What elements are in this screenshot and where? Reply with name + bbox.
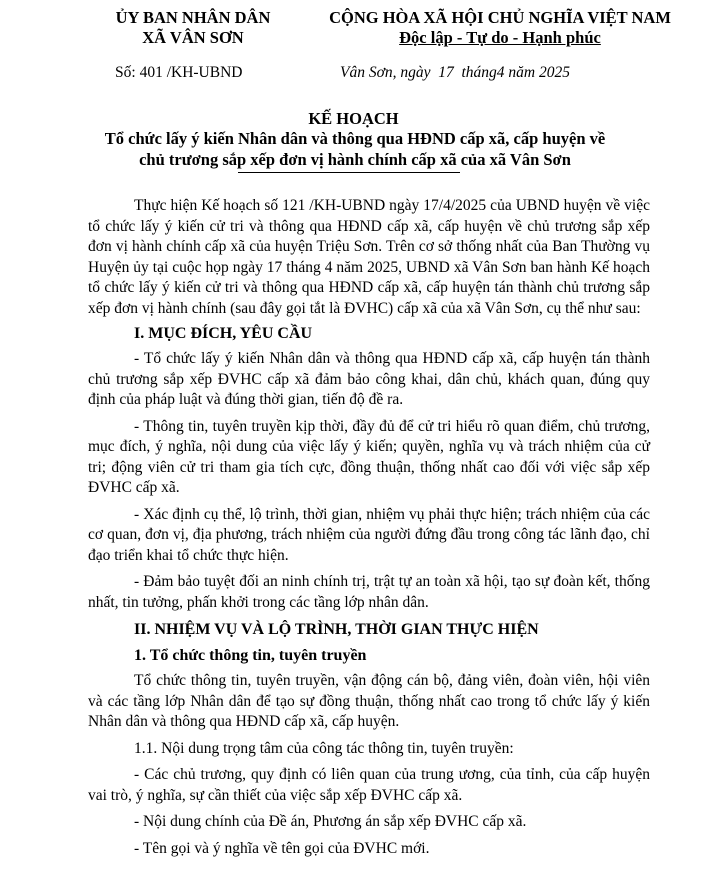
section-1-item: - Xác định cụ thể, lộ trình, thời gian, nhiệm vụ phải thực hiện; trách nhiệm của các cơ quan, đơn vị, địa phương, trách nhiệm của người đứng đầu trong công tác lãnh đạo, chỉ đạo triển khai tổ chức thực hiện. xyxy=(88,505,650,564)
doc-number-value: 401 xyxy=(139,64,163,81)
subsection-1-heading: 1. Tổ chức thông tin, tuyên truyền xyxy=(134,647,367,664)
document-number xyxy=(115,64,242,82)
doc-code: /KH-UBND xyxy=(166,64,243,81)
authority-name: ỦY BAN NHÂN DÂN xyxy=(115,8,271,27)
issue-date: Vân Sơn, ngày 17 tháng4 năm 2025 xyxy=(340,64,570,81)
section-1-item: - Đảm bảo tuyệt đối an ninh chính trị, trật tự an toàn xã hội, tạo sự đoàn kết, thống nhất, tin tưởng, phấn khởi trong các tầng lớp nhân dân. xyxy=(88,573,650,611)
country-name: CỘNG HÒA XÃ HỘI CHỦ NGHĨA VIỆT NAM xyxy=(329,8,671,27)
title-divider xyxy=(238,172,460,173)
document-title: KẾ HOẠCH xyxy=(308,109,399,128)
commune-name: XÃ VÂN SƠN xyxy=(142,28,244,47)
section-1-heading: I. MỤC ĐÍCH, YÊU CẦU xyxy=(134,325,313,342)
document-body xyxy=(88,196,650,859)
item-1-1-bullet: - Nội dung chính của Đề án, Phương án sắp xếp ĐVHC cấp xã. xyxy=(134,813,527,830)
issuing-authority xyxy=(88,8,298,48)
doc-number-label: Số: xyxy=(115,64,136,81)
item-1-1-bullet: - Tên gọi và ý nghĩa về tên gọi của ĐVHC mới. xyxy=(134,839,430,857)
document-subtitle: Tổ chức lấy ý kiến Nhân dân và thông qua HĐND cấp xã, cấp huyện về chủ trương sắp xếp đơn vị hành chính cấp xã của xã Vân Sơn xyxy=(104,129,606,169)
section-1-item: - Tổ chức lấy ý kiến Nhân dân và thông qua HĐND cấp xã, cấp huyện tán thành chủ trương sắp xếp ĐVHC cấp xã đảm bảo công khai, dân chủ, khách quan, đúng quy định của pháp luật và đúng thời gian, tiến độ đề ra. xyxy=(88,350,650,408)
section-1-item: - Thông tin, tuyên truyền kịp thời, đầy đủ để cử tri hiểu rõ quan điểm, chủ trương, mục đích, ý nghĩa, nội dung của việc lấy ý kiến; quyền, nghĩa vụ và trách nhiệm của cử tri; động viên cử tri tham gia tích cực, đồng thuận, thống nhất cao đối với việc sắp xếp ĐVHC cấp xã. xyxy=(88,417,650,496)
national-header xyxy=(290,8,707,48)
section-2-heading: II. NHIỆM VỤ VÀ LỘ TRÌNH, THỜI GIAN THỰC HIỆN xyxy=(134,621,539,638)
item-1-1: 1.1. Nội dung trọng tâm của công tác thông tin, tuyên truyền: xyxy=(134,739,514,757)
intro-paragraph: Thực hiện Kế hoạch số 121 /KH-UBND ngày 17/4/2025 của UBND huyện về việc tổ chức lấy ý kiến cử tri và thông qua HĐND cấp xã, cấp huyện về chủ trương sắp xếp đơn vị hành chính cấp xã của huyện Triệu Sơn. Trên cơ sở thống nhất của Ban Thường vụ Huyện ủy tại cuộc họp ngày 17 tháng 4 năm 2025, UBND xã Vân Sơn ban hành Kế hoạch tổ chức lấy ý kiến cử tri và thông qua HĐND cấp xã, cấp huyện tán thành chủ trương sắp xếp đơn vị hành chính (sau đây gọi tắt là ĐVHC) cấp xã của xã Vân Sơn, cụ thể như sau: xyxy=(88,197,650,317)
national-motto: Độc lập - Tự do - Hạnh phúc xyxy=(399,28,601,47)
item-1-1-bullet: - Các chủ trương, quy định có liên quan của trung ương, của tỉnh, của cấp huyện vai trò, ý nghĩa, sự cần thiết của việc sắp xếp ĐVHC cấp xã. xyxy=(88,766,650,804)
subsection-1-intro: Tổ chức thông tin, tuyên truyền, vận động cán bộ, đảng viên, đoàn viên, hội viên và các tầng lớp Nhân dân để tạo sự đồng thuận, thống nhất cao trong tổ chức lấy ý kiến Nhân dân và thông qua HĐND cấp xã, cấp huyện. xyxy=(88,672,650,730)
